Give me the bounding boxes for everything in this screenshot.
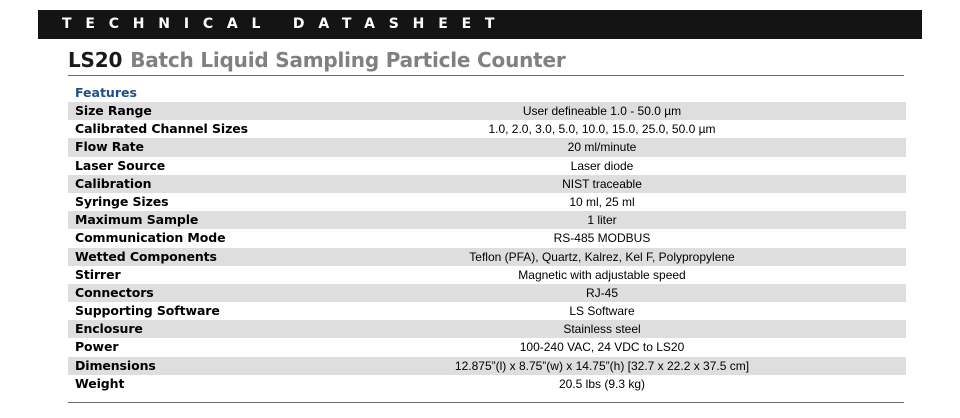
table-row bbox=[68, 211, 906, 229]
banner-title: TECHNICAL DATASHEET bbox=[62, 16, 509, 32]
spec-table bbox=[68, 102, 906, 393]
spec-label: Dimensions bbox=[75, 357, 156, 373]
spec-label: Laser Source bbox=[75, 157, 166, 173]
table-row bbox=[68, 102, 906, 120]
spec-label: Flow Rate bbox=[75, 139, 144, 155]
spec-label: Power bbox=[75, 339, 119, 355]
spec-value: Stainless steel bbox=[563, 322, 641, 337]
spec-label: Weight bbox=[75, 375, 125, 391]
spec-value: Magnetic with adjustable speed bbox=[518, 267, 686, 282]
spec-value: 1.0, 2.0, 3.0, 5.0, 10.0, 15.0, 25.0, 50.0 µm bbox=[488, 122, 716, 137]
table-row bbox=[68, 248, 906, 266]
table-row bbox=[68, 193, 906, 211]
spec-value: RJ-45 bbox=[585, 285, 618, 300]
spec-value: Teflon (PFA), Quartz, Kalrez, Kel F, Polypropylene bbox=[469, 249, 735, 264]
spec-value: LS Software bbox=[569, 304, 635, 319]
spec-value: NIST traceable bbox=[562, 176, 642, 191]
spec-label: Supporting Software bbox=[75, 303, 220, 319]
table-row bbox=[68, 338, 906, 356]
table-row bbox=[68, 138, 906, 156]
bottom-divider bbox=[68, 402, 904, 403]
page-title bbox=[68, 47, 566, 73]
table-row bbox=[68, 266, 906, 284]
model-name: LS20 bbox=[68, 48, 123, 72]
product-name: Batch Liquid Sampling Particle Counter bbox=[130, 48, 566, 72]
spec-label: Size Range bbox=[75, 103, 152, 118]
spec-value: RS-485 MODBUS bbox=[553, 231, 651, 246]
table-row bbox=[68, 157, 906, 175]
table-row bbox=[68, 302, 906, 320]
spec-label: Enclosure bbox=[75, 321, 143, 337]
spec-label: Maximum Sample bbox=[75, 212, 199, 228]
spec-label: Wetted Components bbox=[75, 248, 217, 264]
spec-value: Laser diode bbox=[570, 158, 634, 173]
spec-label: Connectors bbox=[75, 284, 154, 300]
table-row bbox=[68, 375, 906, 393]
spec-label: Calibration bbox=[75, 175, 152, 191]
spec-label: Communication Mode bbox=[75, 230, 226, 246]
table-row bbox=[68, 357, 906, 375]
spec-value: User defineable 1.0 - 50.0 µm bbox=[522, 104, 682, 118]
spec-label: Calibrated Channel Sizes bbox=[75, 121, 248, 137]
title-divider bbox=[68, 75, 904, 76]
spec-value: 10 ml, 25 ml bbox=[569, 194, 635, 209]
spec-value: 20.5 lbs (9.3 kg) bbox=[558, 376, 646, 391]
spec-value: 100-240 VAC, 24 VDC to LS20 bbox=[519, 340, 685, 355]
spec-label: Stirrer bbox=[75, 266, 121, 282]
table-row bbox=[68, 120, 906, 138]
table-row bbox=[68, 229, 906, 247]
table-row bbox=[68, 284, 906, 302]
spec-value: 12.875”(l) x 8.75”(w) x 14.75”(h) [32.7 x 22.2 x 37.5 cm] bbox=[454, 358, 750, 373]
section-heading: Features bbox=[75, 85, 137, 100]
table-row bbox=[68, 320, 906, 338]
table-row bbox=[68, 175, 906, 193]
spec-value: 1 liter bbox=[587, 213, 617, 228]
spec-label: Syringe Sizes bbox=[75, 193, 169, 209]
spec-value: 20 ml/minute bbox=[567, 140, 637, 155]
